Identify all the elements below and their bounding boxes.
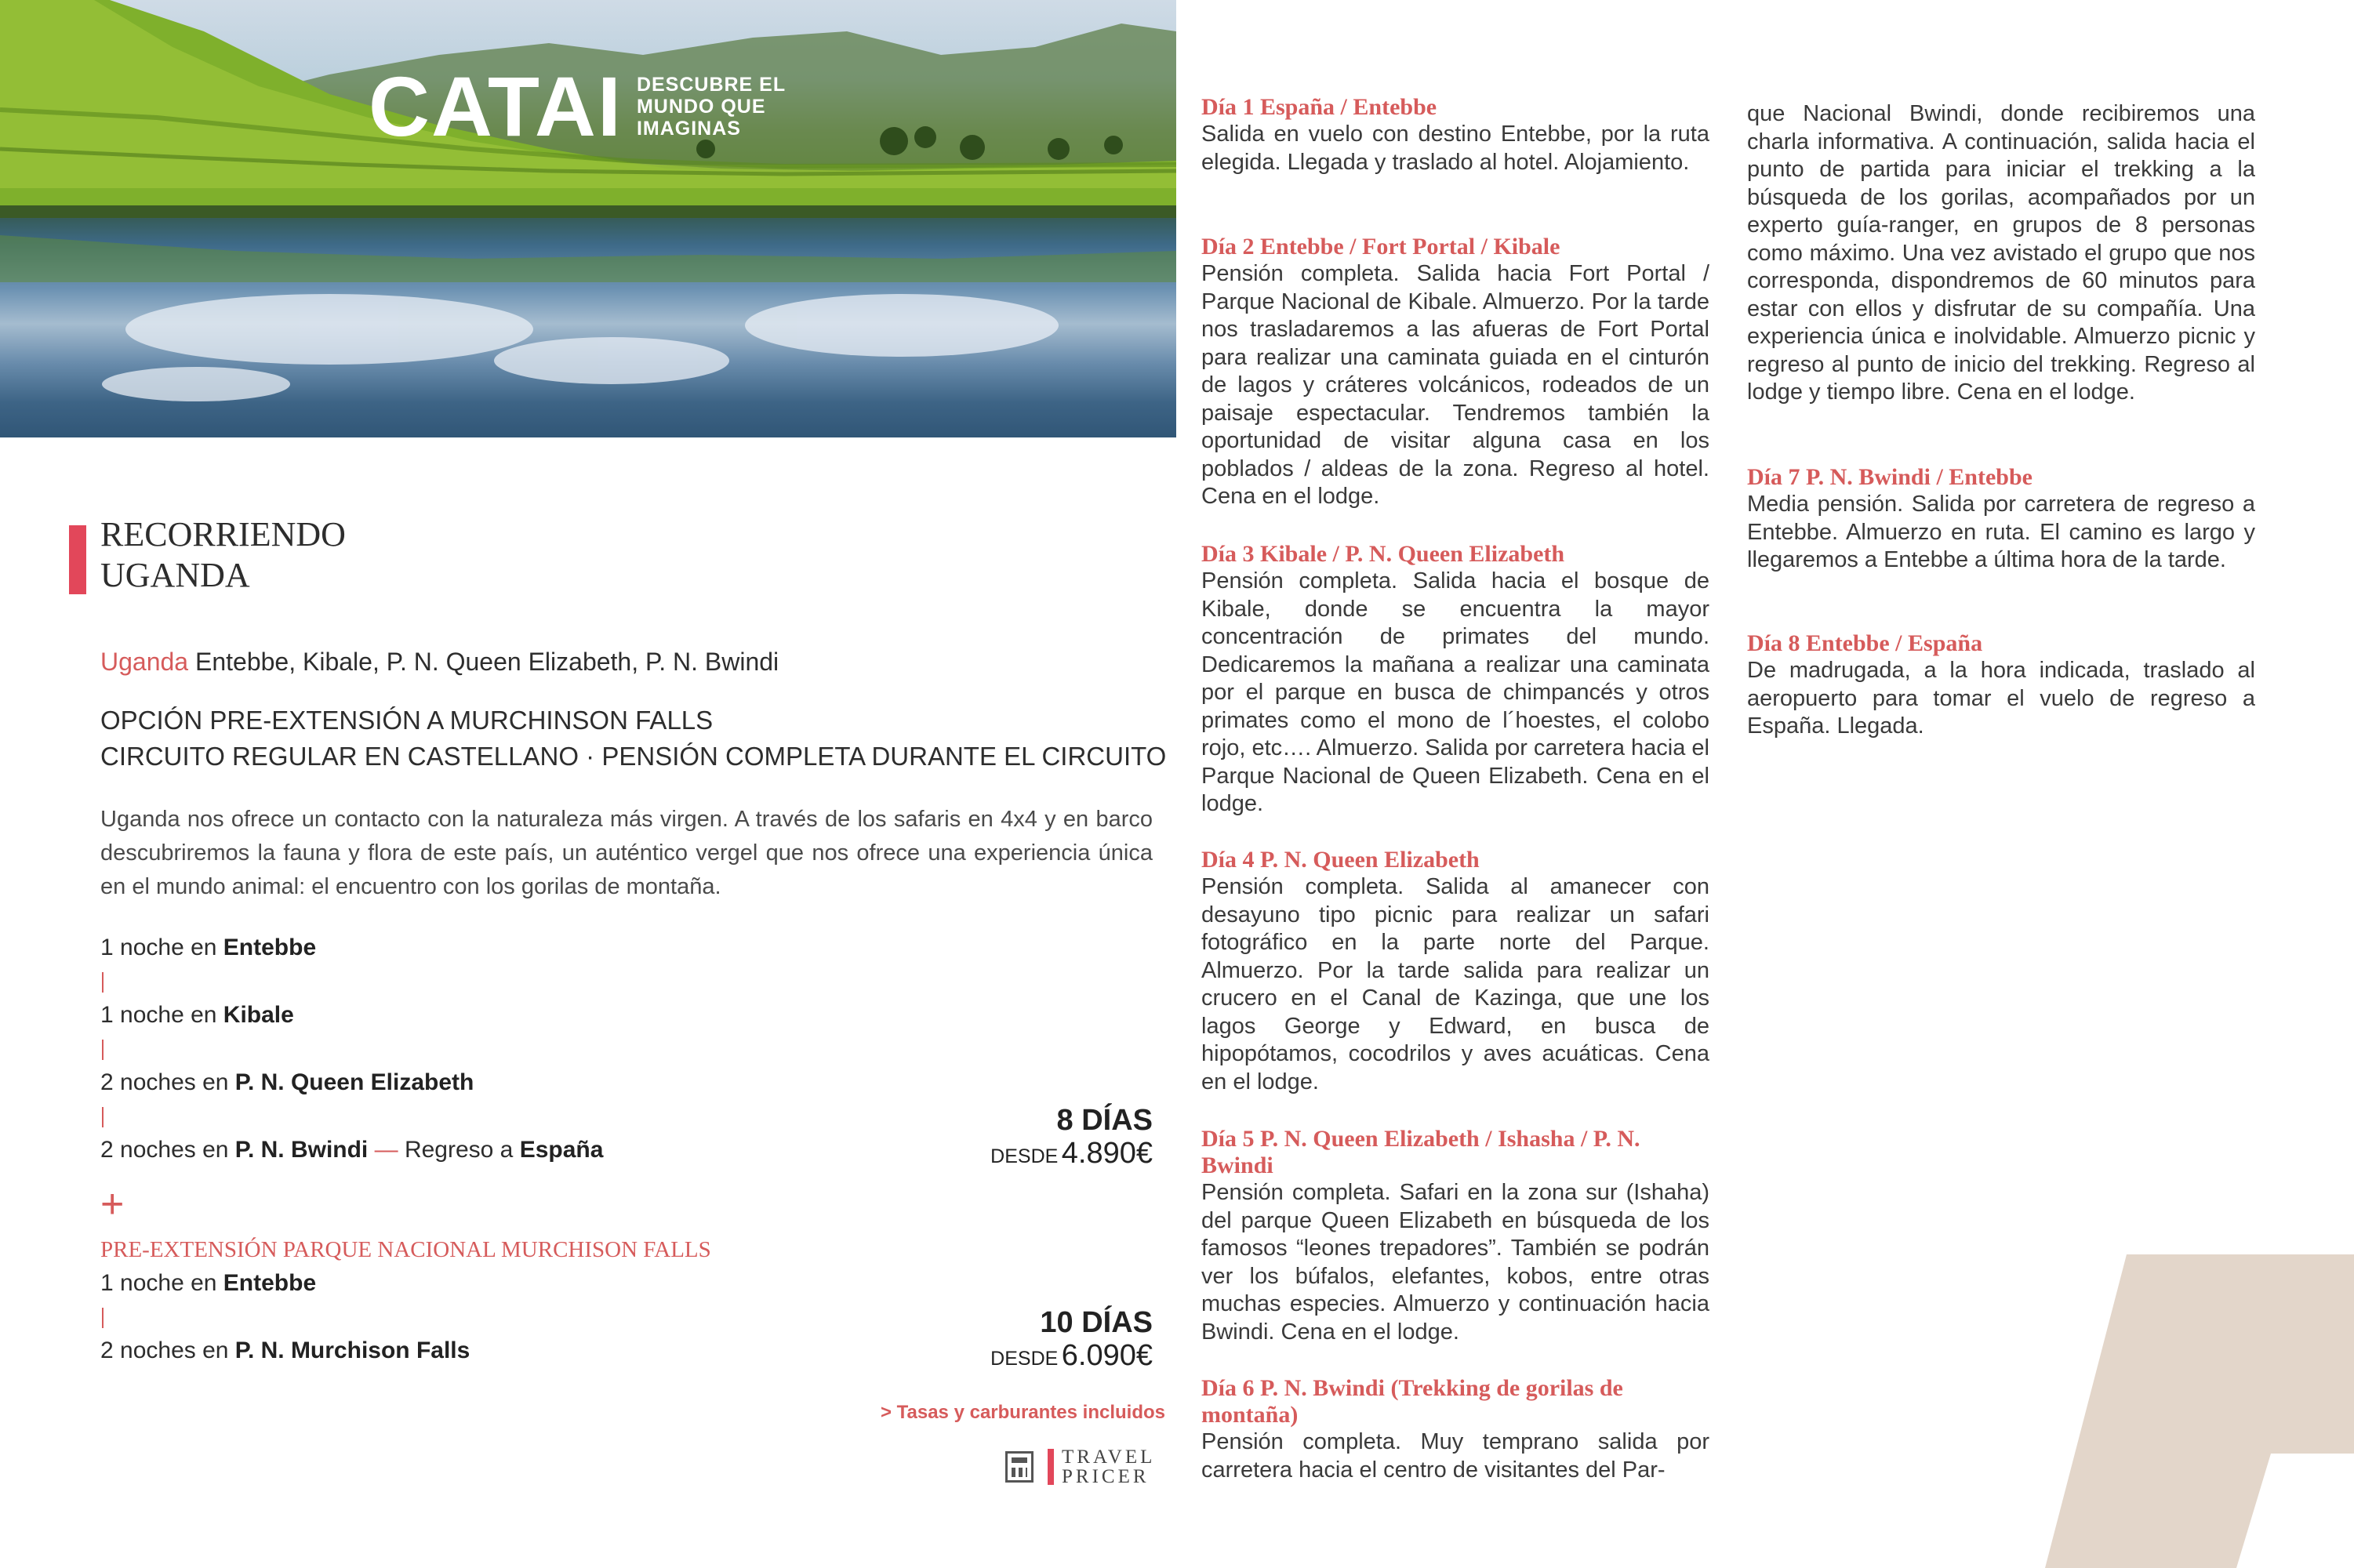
stay-prefix: 2 noches en <box>100 1069 235 1095</box>
day-title: Día 4 P. N. Queen Elizabeth <box>1201 847 1480 873</box>
stay-prefix: 1 noche en <box>100 935 223 960</box>
travel-pricer-word: PRICER <box>1062 1466 1150 1487</box>
day-text: Pensión completa. Safari en la zona sur (Ishaha) del parque Queen Elizabeth en búsqueda de los famosos “leones trepadores”. También se podrán ver los búfalos, elefantes, kobos, entre otras muchas especies. Almuerzo y continuación hacia Bwindi. Cena en el lodge. <box>1201 1180 1709 1345</box>
day-text: Pensión completa. Muy temprano salida por carretera hacia el centro de visitantes del Par- <box>1201 1429 1709 1483</box>
stay-separator: — <box>368 1137 405 1163</box>
pre-extension-title: PRE-EXTENSIÓN PARQUE NACIONAL MURCHISON FALLS <box>100 1237 711 1262</box>
tour-title-line: UGANDA <box>100 556 250 594</box>
tagline-line: IMAGINAS <box>636 118 741 140</box>
country-label: Uganda <box>100 648 189 676</box>
day-title: Día 6 P. N. Bwindi (Trekking de gorilas de montaña) <box>1201 1375 1623 1428</box>
stay-place: Entebbe <box>223 935 317 960</box>
price-from-label: DESDE <box>990 1348 1059 1370</box>
tour-title-line: RECORRIENDO <box>100 515 346 554</box>
stay-prefix: 1 noche en <box>100 1002 223 1028</box>
day-text: Salida en vuelo con destino Entebbe, por la ruta elegida. Llegada y traslado al hotel. Alojamiento. <box>1201 122 1709 175</box>
day-text: Media pensión. Salida por carretera de regreso a Entebbe. Almuerzo en ruta. El camino es largo y llegaremos a Entebbe a última hora de la tarde. <box>1747 492 2255 572</box>
price-amount: 4.890€ <box>1061 1137 1153 1170</box>
option-line: OPCIÓN PRE-EXTENSIÓN A MURCHINSON FALLS <box>100 706 714 735</box>
stay-place: P. N. Bwindi <box>234 1137 369 1163</box>
stay-prefix: 2 noches en <box>100 1338 235 1363</box>
tagline-line: MUNDO QUE <box>636 96 766 118</box>
day-title: Día 7 P. N. Bwindi / Entebbe <box>1747 464 2033 490</box>
price-10-days-duration: 10 DÍAS <box>1040 1306 1153 1339</box>
option-line: CIRCUITO REGULAR EN CASTELLANO · PENSIÓN COMPLETA DURANTE EL CIRCUITO <box>100 742 1167 771</box>
stay-prefix: 1 noche en <box>100 1270 223 1296</box>
stay-place: P. N. Queen Elizabeth <box>234 1069 474 1095</box>
day-title: Día 2 Entebbe / Fort Portal / Kibale <box>1201 234 1560 260</box>
tagline-line: DESCUBRE EL <box>636 74 786 96</box>
day-title: Día 3 Kibale / P. N. Queen Elizabeth <box>1201 541 1565 567</box>
day-text: Pensión completa. Salida hacia Fort Portal / Parque Nacional de Kibale. Almuerzo. Por la tarde nos trasladaremos a las afueras de Fort Portal para realizar una caminata guiada en el cinturón de lagos y cráteres volcánicos, rodeados de un paisaje espectacular. Tendremos también la oportunidad de visitar alguna casa en los poblados / aldeas de la zona. Regreso al hotel. Cena en el lodge. <box>1201 261 1709 509</box>
taxes-included-link[interactable]: > Tasas y carburantes incluidos <box>880 1402 1165 1423</box>
day-title: Día 5 P. N. Queen Elizabeth / Ishasha / P. N. Bwindi <box>1201 1126 1640 1178</box>
tour-intro: Uganda nos ofrece un contacto con la naturaleza más virgen. A través de los safaris en 4x4 y en barco descubriremos la fauna y flora de este país, un auténtico vergel que nos ofrece una experiencia única en el mundo animal: el encuentro con los gorilas de montaña. <box>100 807 1153 899</box>
places-list: Entebbe, Kibale, P. N. Queen Elizabeth, P. N. Bwindi <box>194 648 779 676</box>
return-prefix: Regreso a <box>404 1137 520 1163</box>
day-text: Pensión completa. Salida al amanecer con desayuno tipo picnic para realizar un safari fotográfico en la parte norte del Parque. Almuerzo. Por la tarde salida para realizar un crucero en el Canal de Kazinga, que une los lagos George y Edward, en busca de hipopótamos, cocodrilos y aves acuáticas. Cena en el lodge. <box>1201 874 1709 1094</box>
plus-icon: + <box>100 1181 125 1227</box>
day-text: De madrugada, a la hora indicada, traslado al aeropuerto para tomar el vuelo de regreso a España. Llegada. <box>1747 658 2255 739</box>
stay-place: Entebbe <box>223 1270 317 1296</box>
return-place: España <box>519 1137 604 1163</box>
price-from-label: DESDE <box>990 1145 1059 1167</box>
stay-place: P. N. Murchison Falls <box>234 1338 470 1363</box>
price-8-days-duration: 8 DÍAS <box>1056 1104 1153 1137</box>
day-text: Pensión completa. Salida hacia el bosque de Kibale, donde se encuentra la mayor concentración de primates del mundo. Dedicaremos la mañana a realizar una caminata por el parque en busca de chimpancés y otros primates como el mono de l´hoestes, el colobo rojo, etc…. Almuerzo. Salida por carretera hacia el Parque Nacional de Queen Elizabeth. Cena en el lodge. <box>1201 568 1709 816</box>
stay-prefix: 2 noches en <box>100 1137 235 1163</box>
stay-place: Kibale <box>223 1002 294 1028</box>
catai-wordmark: CATAI <box>369 59 623 154</box>
day-title: Día 1 España / Entebbe <box>1201 94 1437 120</box>
travel-pricer-word: TRAVEL <box>1062 1446 1156 1468</box>
day-title: Día 8 Entebbe / España <box>1747 630 1983 656</box>
price-amount: 6.090€ <box>1061 1339 1153 1372</box>
day-text: que Nacional Bwindi, donde recibiremos una charla informativa. A continuación, salida hacia el punto de partida para iniciar el trekking a la búsqueda de los gorilas, acompañados por un experto guía-ranger, en grupos de 8 personas como máximo. Una vez avistado el grupo que nos corresponda, dispondremos de 60 minutos para estar con ellos y disfrutar de su compañía. Una experiencia única e inolvidable. Almuerzo picnic y regreso al punto de inicio del trekking. Regreso al lodge y tiempo libre. Cena en el lodge. <box>1747 101 2255 405</box>
